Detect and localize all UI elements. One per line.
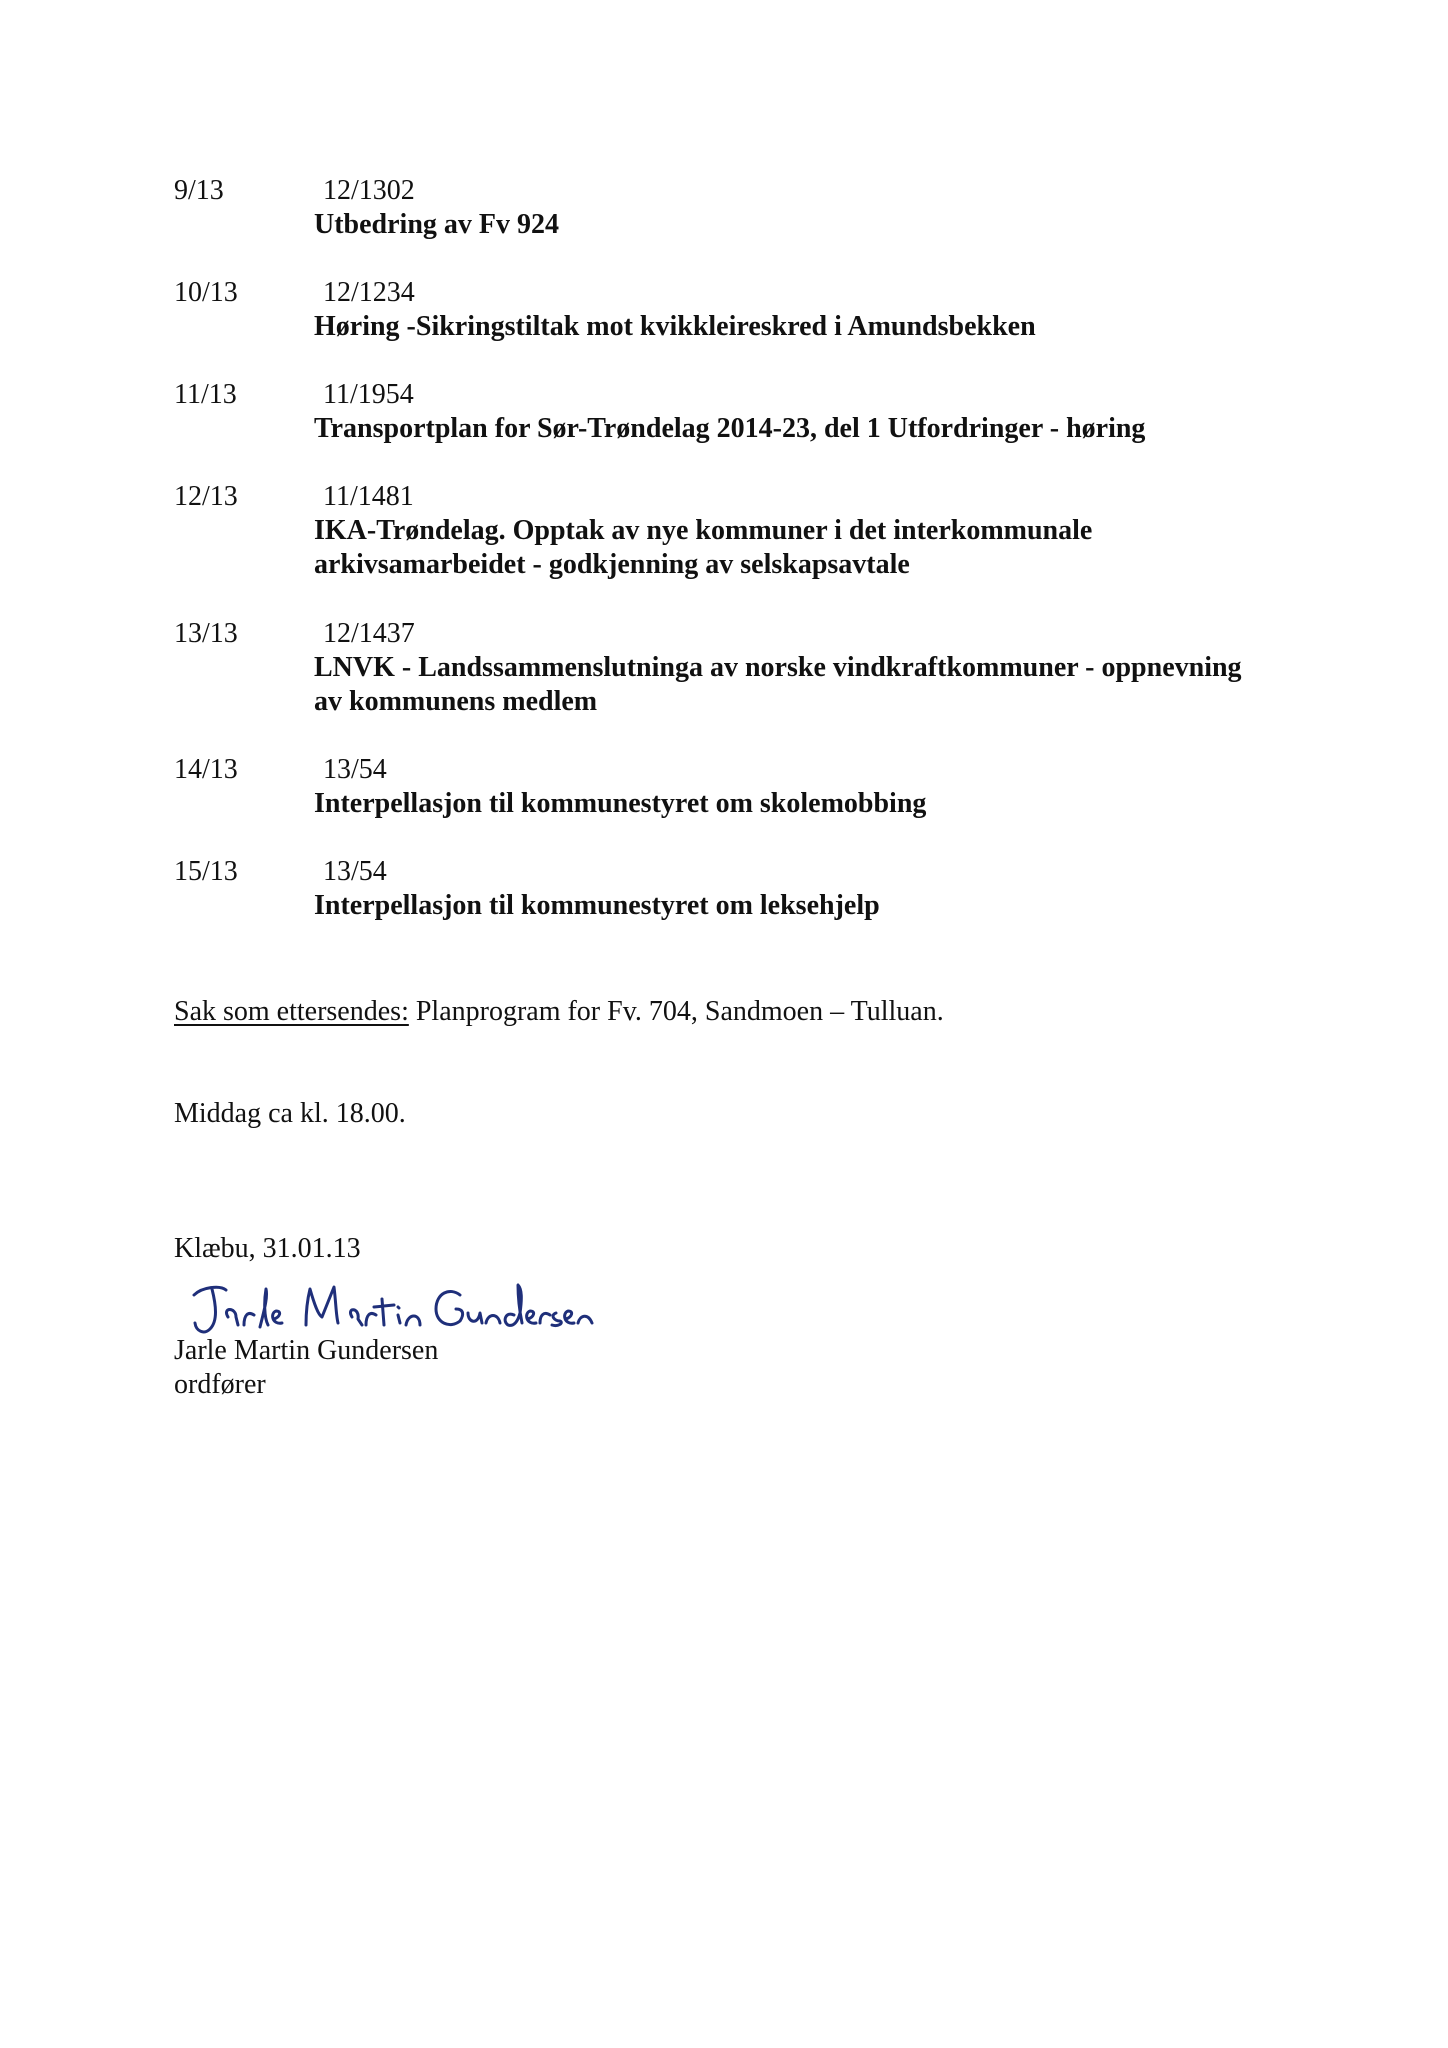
file-number: 13/54	[323, 856, 387, 887]
followup-text: Planprogram for Fv. 704, Sandmoen – Tulluan.	[408, 996, 944, 1027]
case-number: 13/13	[174, 618, 238, 649]
signer-name: Jarle Martin Gundersen	[174, 1335, 439, 1366]
case-number: 10/13	[174, 277, 238, 308]
signer-title: ordfører	[174, 1369, 266, 1400]
followup-label: Sak som ettersendes:	[174, 996, 409, 1027]
agenda-item-title: Høring -Sikringstiltak mot kvikkleireskred i Amundsbekken	[314, 311, 1036, 342]
file-number: 12/1234	[323, 277, 415, 308]
file-number: 12/1302	[323, 175, 415, 206]
followup-paragraph	[174, 995, 944, 1029]
agenda-item-title: Interpellasjon til kommunestyret om skolemobbing	[314, 788, 927, 819]
file-number: 11/1481	[323, 481, 414, 512]
agenda-item-title: Transportplan for Sør-Trøndelag 2014-23, del 1 Utfordringer - høring	[314, 413, 1146, 444]
case-number: 15/13	[174, 856, 238, 887]
case-number: 9/13	[174, 175, 224, 206]
agenda-item-title: LNVK - Landssammenslutninga av norske vindkraftkommuner - oppnevning av kommunens medlem	[314, 652, 1242, 717]
dinner-note: Middag ca kl. 18.00.	[174, 1098, 406, 1129]
file-number: 11/1954	[323, 379, 414, 410]
agenda-item-title: Interpellasjon til kommunestyret om leksehjelp	[314, 890, 880, 921]
case-number: 14/13	[174, 754, 238, 785]
file-number: 13/54	[323, 754, 387, 785]
agenda-item-title: IKA-Trøndelag. Opptak av nye kommuner i det interkommunale arkivsamarbeidet - godkjenning av selskapsavtale	[314, 515, 1093, 580]
case-number: 12/13	[174, 481, 238, 512]
place-date: Klæbu, 31.01.13	[174, 1233, 361, 1264]
agenda-item-title: Utbedring av Fv 924	[314, 209, 559, 240]
file-number: 12/1437	[323, 618, 415, 649]
case-number: 11/13	[174, 379, 237, 410]
